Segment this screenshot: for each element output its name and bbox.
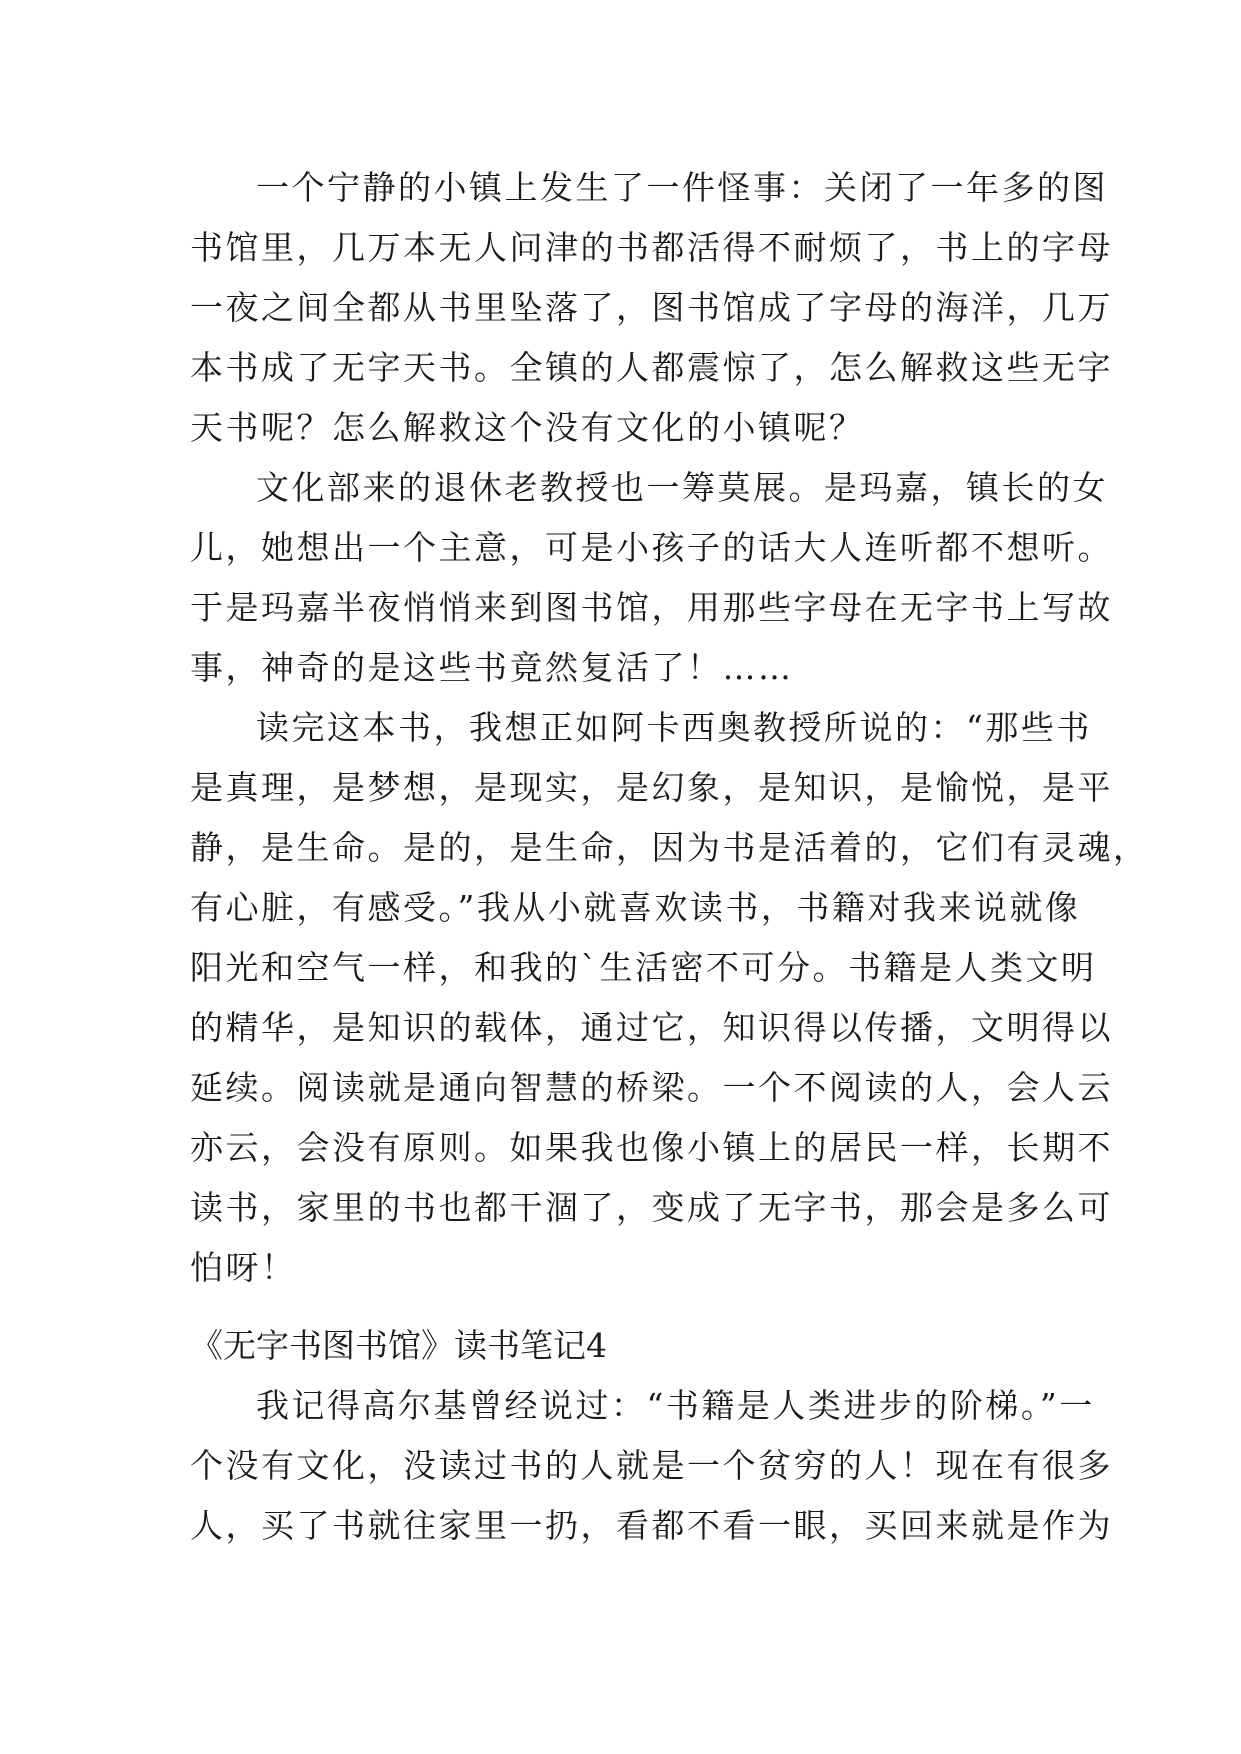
text-line: 一夜之间全都从书里坠落了，图书馆成了字母的海洋，几万: [190, 288, 1113, 327]
text-line: 的精华，是知识的载体，通过它，知识得以传播，文明得以: [190, 1008, 1113, 1047]
text-line: 文化部来的退休老教授也一筹莫展。是玛嘉，镇长的女: [256, 468, 1108, 507]
body-text-upper: [190, 158, 1149, 1298]
text-line: 阳光和空气一样，和我的`生活密不可分。书籍是人类文明: [190, 948, 1097, 987]
text-line: 我记得高尔基曾经说过：“书籍是人类进步的阶梯。”一: [256, 1386, 1095, 1425]
text-line: 于是玛嘉半夜悄悄来到图书馆，用那些字母在无字书上写故: [190, 588, 1113, 627]
text-line: 怕呀！: [190, 1248, 297, 1287]
text-line: 书馆里，几万本无人问津的书都活得不耐烦了，书上的字母: [190, 228, 1113, 267]
text-line: 一个宁静的小镇上发生了一件怪事：关闭了一年多的图: [256, 168, 1108, 207]
text-line: 亦云，会没有原则。如果我也像小镇上的居民一样，长期不: [190, 1128, 1113, 1167]
text-line: 天书呢？怎么解救这个没有文化的小镇呢？: [190, 408, 865, 447]
text-line: 读完这本书，我想正如阿卡西奥教授所说的：“那些书: [256, 708, 1092, 747]
section-heading: 《无字书图书馆》读书笔记4: [190, 1326, 607, 1365]
text-line: 是真理，是梦想，是现实，是幻象，是知识，是愉悦，是平: [190, 768, 1113, 807]
text-line: 静，是生命。是的，是生命，因为书是活着的，它们有灵魂，: [190, 828, 1149, 867]
text-line: 个没有文化，没读过书的人就是一个贫穷的人！现在有很多: [190, 1446, 1113, 1485]
text-line: 本书成了无字天书。全镇的人都震惊了，怎么解救这些无字: [190, 348, 1113, 387]
text-line: 事，神奇的是这些书竟然复活了！……: [190, 648, 794, 687]
text-line: 有心脏，有感受。”我从小就喜欢读书，书籍对我来说就像: [190, 888, 1081, 927]
text-line: 读书，家里的书也都干涸了，变成了无字书，那会是多么可: [190, 1188, 1113, 1227]
body-text-lower: [190, 1376, 1113, 1556]
text-line: 延续。阅读就是通向智慧的桥梁。一个不阅读的人，会人云: [190, 1068, 1113, 1107]
text-line: 人，买了书就往家里一扔，看都不看一眼，买回来就是作为: [190, 1506, 1113, 1545]
text-line: 儿，她想出一个主意，可是小孩子的话大人连听都不想听。: [190, 528, 1113, 567]
